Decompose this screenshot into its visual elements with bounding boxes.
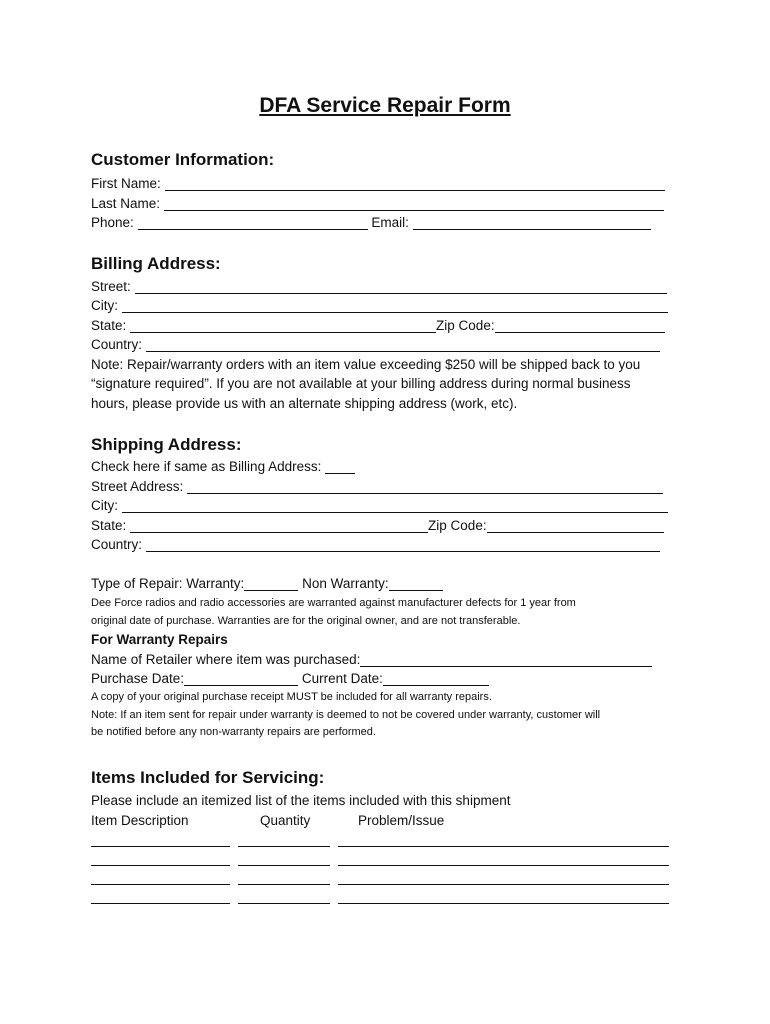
purchase-date-label: Purchase Date: bbox=[91, 671, 185, 686]
item-quantity-field[interactable] bbox=[238, 846, 330, 847]
receipt-note: A copy of your original purchase receipt MUST be included for all warranty repairs. bbox=[91, 691, 492, 703]
billing-country-field[interactable] bbox=[146, 338, 660, 352]
warranty-text-line-1: Dee Force radios and radio accessories are warranted against manufacturer defects for 1 year from bbox=[91, 597, 576, 609]
billing-state-label: State: bbox=[91, 318, 127, 333]
warranty-repairs-heading: For Warranty Repairs bbox=[91, 632, 228, 647]
purchase-date-field[interactable] bbox=[184, 672, 298, 686]
item-description-field[interactable] bbox=[91, 865, 230, 866]
item-description-field[interactable] bbox=[91, 903, 230, 904]
billing-street-row bbox=[91, 279, 667, 294]
billing-city-row bbox=[91, 298, 668, 313]
same-as-billing-checkbox[interactable] bbox=[325, 460, 355, 474]
current-date-label: Current Date: bbox=[301, 671, 383, 686]
current-date-field[interactable] bbox=[383, 672, 489, 686]
same-as-billing-row bbox=[91, 459, 355, 474]
billing-zip-label: Zip Code: bbox=[436, 318, 495, 333]
last-name-row bbox=[91, 196, 664, 211]
billing-zip-field[interactable] bbox=[495, 319, 665, 333]
billing-city-label: City: bbox=[91, 298, 118, 313]
shipping-state-row bbox=[91, 518, 664, 533]
shipping-street-row bbox=[91, 479, 663, 494]
warranty-label: Type of Repair: Warranty: bbox=[91, 576, 245, 591]
billing-city-field[interactable] bbox=[122, 299, 668, 313]
items-heading: Items Included for Servicing: bbox=[91, 768, 325, 787]
last-name-field[interactable] bbox=[164, 197, 664, 211]
billing-heading: Billing Address: bbox=[91, 254, 221, 273]
form-title: DFA Service Repair Form bbox=[259, 94, 511, 117]
phone-field[interactable] bbox=[138, 216, 368, 230]
warranty-field[interactable] bbox=[244, 577, 298, 591]
items-instruction: Please include an itemized list of the items included with this shipment bbox=[91, 793, 511, 808]
email-label: Email: bbox=[371, 215, 409, 230]
item-problem-field[interactable] bbox=[338, 903, 669, 904]
col-problem-issue: Problem/Issue bbox=[358, 813, 445, 828]
first-name-label: First Name: bbox=[91, 176, 161, 191]
retailer-label: Name of Retailer where item was purchased: bbox=[91, 652, 361, 667]
item-description-field[interactable] bbox=[91, 884, 230, 885]
shipping-zip-field[interactable] bbox=[487, 519, 664, 533]
col-quantity: Quantity bbox=[260, 813, 311, 828]
item-description-field[interactable] bbox=[91, 846, 230, 847]
warranty-text-line-2: original date of purchase. Warranties are for the original owner, and are not transferable. bbox=[91, 615, 521, 627]
phone-label: Phone: bbox=[91, 215, 134, 230]
phone-email-row bbox=[91, 215, 651, 230]
last-name-label: Last Name: bbox=[91, 196, 161, 211]
item-quantity-field[interactable] bbox=[238, 903, 330, 904]
email-field[interactable] bbox=[413, 216, 651, 230]
item-quantity-field[interactable] bbox=[238, 884, 330, 885]
shipping-city-field[interactable] bbox=[122, 499, 668, 513]
item-problem-field[interactable] bbox=[338, 884, 669, 885]
retailer-field[interactable] bbox=[360, 653, 652, 667]
billing-note-line-3: hours, please provide us with an alternate shipping address (work, etc). bbox=[91, 396, 518, 411]
billing-state-field[interactable] bbox=[130, 319, 436, 333]
shipping-state-label: State: bbox=[91, 518, 127, 533]
billing-state-row bbox=[91, 318, 665, 333]
billing-country-row bbox=[91, 337, 660, 352]
shipping-country-field[interactable] bbox=[146, 538, 660, 552]
billing-note-line-2: “signature required”. If you are not available at your billing address during normal business bbox=[91, 376, 631, 391]
first-name-field[interactable] bbox=[165, 177, 665, 191]
shipping-country-row bbox=[91, 537, 660, 552]
item-problem-field[interactable] bbox=[338, 846, 669, 847]
retailer-row bbox=[91, 652, 652, 667]
shipping-street-label: Street Address: bbox=[91, 479, 184, 494]
billing-country-label: Country: bbox=[91, 337, 143, 352]
non-warranty-field[interactable] bbox=[389, 577, 443, 591]
billing-street-field[interactable] bbox=[135, 280, 667, 294]
warranty-note-line-2: be notified before any non-warranty repairs are performed. bbox=[91, 726, 376, 738]
col-item-description: Item Description bbox=[91, 813, 189, 828]
shipping-zip-label: Zip Code: bbox=[428, 518, 487, 533]
shipping-city-label: City: bbox=[91, 498, 118, 513]
same-as-billing-label: Check here if same as Billing Address: bbox=[91, 459, 322, 474]
item-quantity-field[interactable] bbox=[238, 865, 330, 866]
shipping-country-label: Country: bbox=[91, 537, 143, 552]
billing-street-label: Street: bbox=[91, 279, 131, 294]
dates-row bbox=[91, 671, 489, 686]
customer-info-heading: Customer Information: bbox=[91, 150, 275, 169]
billing-note-line-1: Note: Repair/warranty orders with an item value exceeding $250 will be shipped back to you bbox=[91, 357, 641, 372]
first-name-row bbox=[91, 176, 665, 191]
shipping-heading: Shipping Address: bbox=[91, 435, 242, 454]
item-problem-field[interactable] bbox=[338, 865, 669, 866]
repair-type-row bbox=[91, 576, 443, 591]
non-warranty-label: Non Warranty: bbox=[302, 576, 389, 591]
shipping-street-field[interactable] bbox=[187, 480, 663, 494]
shipping-city-row bbox=[91, 498, 668, 513]
shipping-state-field[interactable] bbox=[130, 519, 428, 533]
warranty-note-line-1: Note: If an item sent for repair under warranty is deemed to not be covered under warranty, customer will bbox=[91, 709, 601, 721]
